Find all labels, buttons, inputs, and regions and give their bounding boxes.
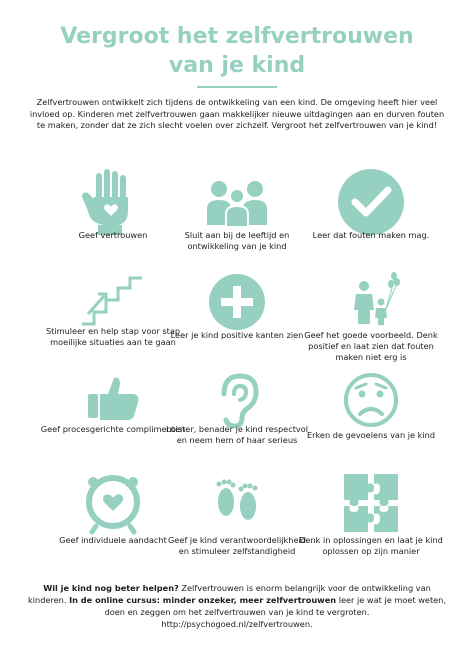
footer-url-link[interactable]: http://psychogoed.nl/zelfvertrouwen. [161, 619, 313, 629]
intro-paragraph: Zelfvertrouwen ontwikkelt zich tijdens de ontwikkeling van een kind. De omgeving heeft hier veel invloed op. Kinderen met zelfvertrouwen gaan makkelijker nieuwe uitdagingen aan en durven fouten te maken, zonder dat ze zich slecht voelen over zichzelf. Vergroot het zelfvertrouwen van je kind! [29, 97, 445, 130]
tip-label: Leer dat fouten maken mag. [312, 230, 430, 240]
footer-text-1: Zelfvertrouwen is enorm belangrijk voor de ontwikkeling van kinderen. [28, 583, 431, 605]
tip-age-fit [162, 167, 312, 279]
family-icon [202, 167, 272, 237]
title-underline [197, 86, 277, 88]
tip-solutions [296, 470, 446, 582]
title-line-1: Vergroot het zelfvertrouwen [60, 24, 414, 49]
page-title [0, 22, 474, 80]
heart-clock-icon [78, 470, 148, 540]
footer-course-name: In de online cursus: minder onzeker, meer zelfvertrouwen [69, 595, 337, 605]
footer-question: Wil je kind nog beter helpen? [43, 583, 179, 593]
tip-responsibility [162, 470, 312, 582]
tip-mistakes-ok [296, 167, 446, 279]
tip-label: Sluit aan bij de leeftijd en ontwikkeling van je kind [184, 230, 290, 251]
tip-label: Geef je kind verantwoordelijkheid en stimuleer zelfstandigheid [168, 535, 306, 556]
footprints-icon [202, 470, 272, 540]
tip-label: Stimuleer en help stap voor stap moeilijke situaties aan te gaan [45, 326, 181, 347]
puzzle-icon [336, 470, 406, 540]
tip-label: Geef het goede voorbeeld. Denk positief en laat zien dat fouten maken niet erg is [304, 330, 438, 362]
checkmark-icon [336, 167, 406, 237]
tip-acknowledge-feelings [296, 372, 446, 484]
tip-label: Denk in oplossingen en laat je kind oplossen op zijn manier [299, 535, 443, 556]
footer-paragraph [28, 582, 446, 630]
footer-text-2: leer je wat je moet weten, doen en zeggen om het zelfvertrouwen van je kind te vergroten. [104, 595, 446, 617]
tip-label: Geef individuele aandacht [59, 535, 167, 545]
title-line-2: van je kind [168, 53, 306, 78]
tip-listen [162, 372, 312, 484]
tip-good-example [296, 272, 446, 384]
tip-label: Erken de gevoelens van je kind [306, 430, 436, 440]
tip-label: Geef vertrouwen [78, 230, 148, 240]
tip-label: Geef procesgerichte complimenten [40, 424, 186, 434]
tip-label: Leer je kind positive kanten zien [170, 330, 304, 340]
hand-heart-icon [78, 167, 148, 237]
tip-positive-sides [162, 272, 312, 384]
tip-label: Luister, benader je kind respectvol en neem hem of haar serieus [165, 424, 309, 445]
